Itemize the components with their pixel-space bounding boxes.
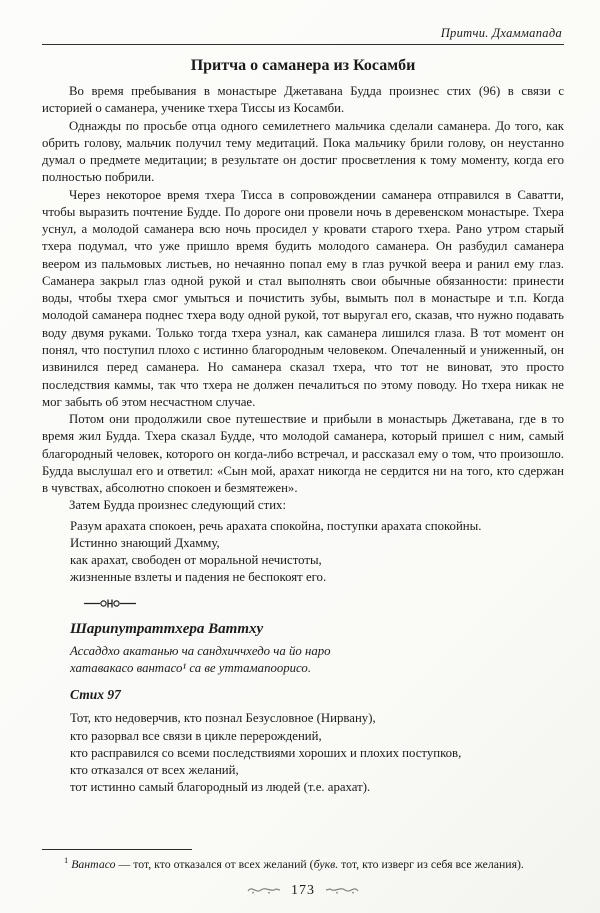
pali-line: хатавакасо вантасо¹ са ве уттамапоорисо. xyxy=(70,660,312,675)
pali-line: Ассаддхо акатанью ча сандхиччхедо ча йо наро xyxy=(70,643,331,658)
verse-97-line: кто разорвал все связи в цикле перерождений, xyxy=(70,728,322,743)
verse-96-line: Разум арахата спокоен, речь арахата спокойна, поступки арахата спокойны. xyxy=(70,518,482,533)
verse-97-line: Тот, кто недоверчив, кто познал Безусловное (Нирвану), xyxy=(70,711,376,726)
verse-97-line: кто отказался от всех желаний, xyxy=(70,763,239,778)
footnote-marker: 1 xyxy=(64,855,69,866)
footnote-text: — тот, кто отказался от всех желаний ( xyxy=(118,857,314,872)
running-header: Притчи. Дхаммапада xyxy=(440,26,562,40)
footnote-rule xyxy=(42,849,192,850)
paragraph-5: Затем Будда произнес следующий стих: xyxy=(69,498,286,513)
page-number: 173 xyxy=(291,883,315,898)
section-divider-ornament-icon xyxy=(84,597,564,610)
verse-96-line: Истинно знающий Дхамму, xyxy=(70,535,220,550)
paragraph-4: Потом они продолжили свое путешествие и прибыли в монастырь Джетавана, где в то время жил Будда. Тхера сказал Будде, что молодой саманера, который пришел с ним, самый благородный человек, которого он когда-либо встречал, и рассказал ему о том, что произошло. Будда выслушал его и ответил: «Сын мой, арахат никогда не сердится ни на того, кто сдержан в чувствах, абсолютно спокоен и безмятежен». xyxy=(42,412,564,496)
verse-97 xyxy=(70,710,564,796)
paragraph-3: Через некоторое время тхера Тисса в сопровождении саманера отправился в Саватти, чтобы выразить почтение Будде. По дороге они провели ночь в деревенском монастыре. Тхера уснул, а молодой саманера всю ночь просидел у кровати старого тхера. Рано утром старый тхера подумал, что уже пришло время будить молодого саманера. Он разбудил саманера веером из пальмовых листьев, но нечаянно попал ему в глаз ручкой веера и ранил ему глаз. Саманера закрыл глаз одной рукой и стал выполнять свои обычные обязанности: принести воды, чтобы тхера смог умыться и почистить зубы, вымыть пол в монастыре и т.п. Когда молодой саманера поднес тхера воду одной рукой, тот выругал его, сказав, что нужно подавать воду двумя руками. Только тогда тхера узнал, как саманера лишился глаза. В тот момент он понял, что поступил плохо с истинно благородным человеком. Опечаленный и униженный, он извинился перед саманера. Но саманера сказал тхера, что тот не виноват, это просто последствия каммы, так что тхера не должен печалиться по этому поводу. Но тхера никак не мог забыть об этом несчастном случае. xyxy=(42,187,564,409)
verse-96 xyxy=(70,518,564,587)
paragraph-1: Во время пребывания в монастыре Джетавана Будда произнес стих (96) в связи с историей о саманера, ученике тхера Тиссы из Косамби. xyxy=(42,84,564,116)
pali-verse xyxy=(70,643,564,678)
paragraph-2: Однажды по просьбе отца одного семилетнего мальчика сделали саманера. До того, как обрить голову, мальчик получил тему медитаций. Пока мальчику брили голову, он неустанно думал о предмете медитации; в результате он достиг просветления к тому моменту, когда его полностью побрили. xyxy=(42,118,564,185)
chapter-title: Притча о саманера из Косамби xyxy=(190,57,416,74)
footnote xyxy=(42,855,564,873)
verse-title: Стих 97 xyxy=(70,687,121,703)
footnote-abbr: букв. xyxy=(313,857,339,872)
verse-96-line: как арахат, свободен от моральной нечистоты, xyxy=(70,553,322,568)
verse-97-line: кто расправился со всеми последствиями хороших и плохих поступков, xyxy=(70,745,462,760)
footnote-term: Вантасо xyxy=(71,857,116,872)
verse-97-line: тот истинно самый благородный из людей (т.е. арахат). xyxy=(70,780,371,795)
page-footer xyxy=(42,877,564,903)
footnote-area xyxy=(42,849,564,877)
footer-ornament-left-icon xyxy=(247,882,281,900)
section-heading: Шарипутраттхера Ваттху xyxy=(70,620,264,637)
verse-96-line: жизненные взлеты и падения не беспокоят его. xyxy=(70,570,327,585)
footnote-tail: тот, кто изверг из себя все желания). xyxy=(338,857,524,872)
footer-ornament-right-icon xyxy=(325,882,359,900)
header-rule xyxy=(42,44,564,45)
